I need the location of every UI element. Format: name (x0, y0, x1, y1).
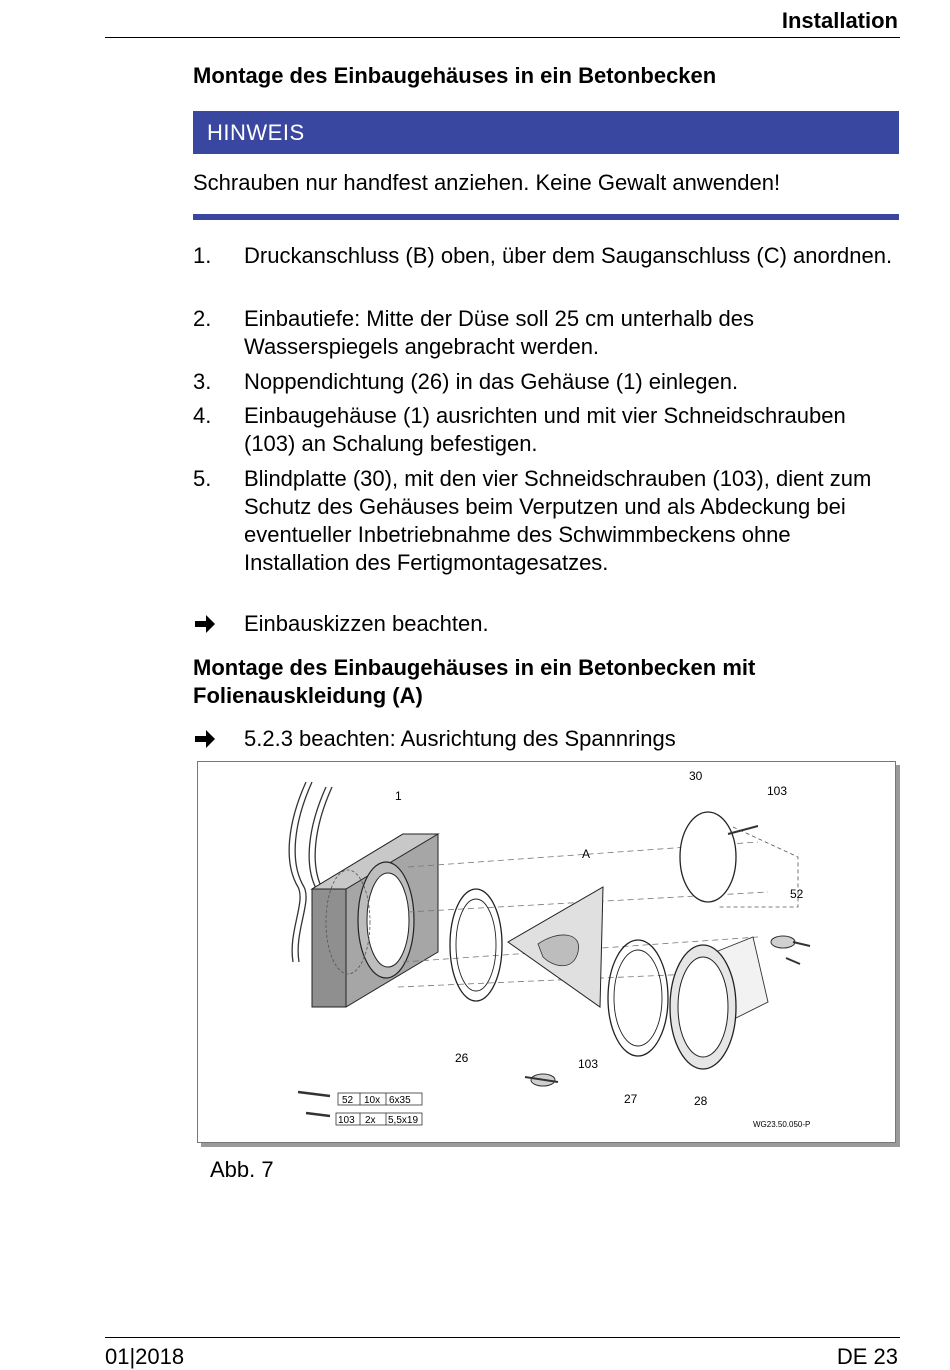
notice-text: Schrauben nur handfest anziehen. Keine Gewalt anwenden! (193, 170, 781, 195)
section-heading: Montage des Einbaugehäuses in ein Betonbecken (193, 63, 717, 88)
arrow-right-icon (193, 610, 217, 645)
housing-block (312, 834, 438, 1007)
parts-table (336, 1093, 422, 1126)
drawing-id: WG23.50.050-P (753, 1120, 811, 1129)
figure-caption: Abb. 7 (210, 1157, 274, 1182)
liner-foil-A (508, 887, 603, 1007)
installation-figure (197, 761, 896, 1143)
list-item-text: Einbaugehäuse (1) ausrichten und mit vier Schneidschrauben (103) an Schalung befestigen. (244, 403, 846, 456)
note-text: Einbauskizzen beachten. (244, 611, 489, 636)
label-ring-27: 27 (624, 1092, 638, 1106)
label-screw-bottom: 103 (578, 1057, 599, 1071)
label-screw-right: 52 (790, 887, 804, 901)
list-item-text: Blindplatte (30), mit den vier Schneidschrauben (103), dient zum Schutz des Gehäuses beim Verputzen und als Abdeckung bei eventueller Inbetriebnahme des Schwimmbeckens ohne Installation des Fertigmontagesatzes. (244, 466, 872, 575)
screw-icon (525, 1074, 558, 1086)
gasket-ring-26 (450, 889, 502, 1001)
parts-table-cell: 5,5x19 (388, 1115, 419, 1126)
list-item-number: 4. (193, 403, 212, 428)
section-heading: Montage des Einbaugehäuses in ein Betonbecken mit Folienauskleidung (A) (193, 655, 756, 708)
label-housing: 1 (395, 789, 402, 803)
arrow-right-icon (193, 725, 217, 760)
list-item-text: Druckanschluss (B) oben, über dem Sauganschluss (C) anordnen. (244, 243, 893, 268)
label-ring-28: 28 (694, 1094, 708, 1108)
label-screw-top: 103 (767, 784, 788, 798)
page-number: DE 23 (836, 1344, 898, 1369)
screw-icon (298, 1092, 330, 1116)
header-divider (105, 37, 900, 38)
parts-table-cell: 103 (338, 1115, 355, 1126)
blind-plate-30 (680, 812, 798, 907)
exploded-view-drawing (198, 762, 895, 1142)
note-text: 5.2.3 beachten: Ausrichtung des Spannrings (244, 726, 676, 751)
notice-banner (193, 111, 899, 154)
list-item-number: 3. (193, 369, 212, 394)
clamp-ring-28 (670, 937, 768, 1069)
parts-table-cell: 6x35 (389, 1095, 411, 1106)
label-gasket: 26 (455, 1051, 469, 1065)
list-item-text: Einbautiefe: Mitte der Düse soll 25 cm unterhalb des Wasserspiegels angebracht werden. (244, 306, 754, 359)
label-liner: A (582, 847, 591, 861)
footer-divider (105, 1337, 900, 1338)
header-title: Installation (781, 8, 898, 33)
list-item-number: 5. (193, 466, 212, 491)
notice-divider (193, 214, 899, 220)
notice-label: HINWEIS (207, 120, 305, 145)
clamp-ring-27 (608, 940, 668, 1056)
screw-icon (771, 936, 810, 964)
parts-table-cell: 10x (364, 1095, 381, 1106)
label-blind-plate: 30 (689, 769, 703, 783)
list-item-number: 2. (193, 306, 212, 331)
screw-icon (728, 826, 758, 834)
parts-table-cell: 2x (365, 1115, 376, 1126)
footer-date: 01|2018 (105, 1344, 185, 1369)
list-item-text: Noppendichtung (26) in das Gehäuse (1) einlegen. (244, 369, 739, 394)
list-item-number: 1. (193, 243, 212, 268)
parts-table-cell: 52 (342, 1095, 354, 1106)
